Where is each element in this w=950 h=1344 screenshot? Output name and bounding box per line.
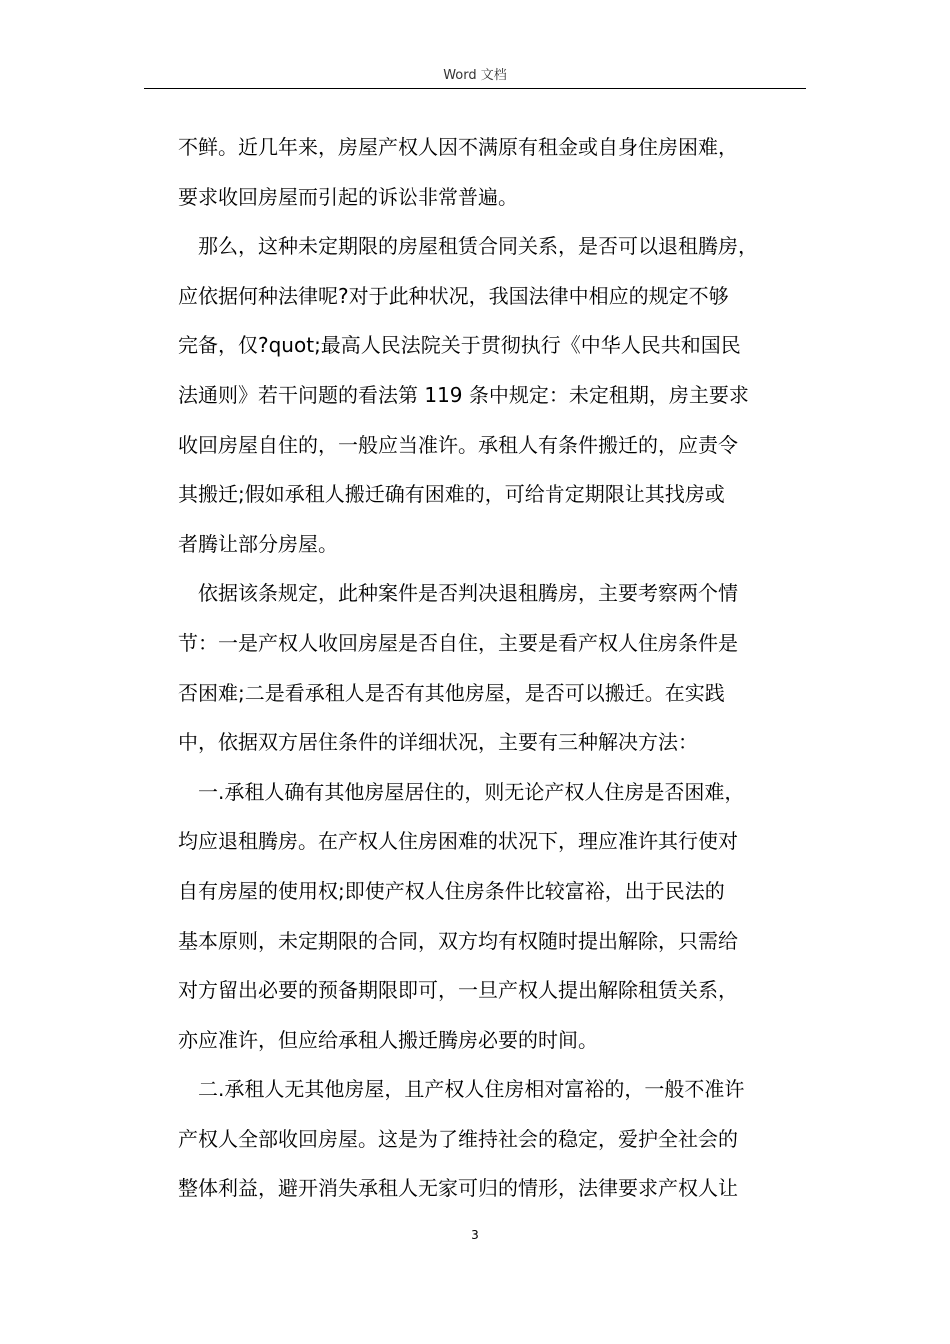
body-line: 亦应准许，但应给承租人搬迁腾房必要的时间。 xyxy=(178,1027,598,1052)
body-line: 整体利益，避开消失承租人无家可归的情形，法律要求产权人让 xyxy=(178,1176,738,1201)
body-text xyxy=(178,130,810,1221)
body-line: 法通则》若干问题的看法第 119 条中规定：未定租期，房主要求 xyxy=(178,382,749,407)
header-divider xyxy=(144,88,806,89)
body-line: 中，依据双方居住条件的详细状况，主要有三种解决方法： xyxy=(178,730,698,755)
body-line: 基本原则，未定期限的合同，双方均有权随时提出解除，只需给 xyxy=(178,928,738,953)
body-line: 否困难;二是看承租人是否有其他房屋，是否可以搬迁。在实践 xyxy=(178,680,725,705)
page-number: 3 xyxy=(471,1228,479,1242)
body-line: 节：一是产权人收回房屋是否自住，主要是看产权人住房条件是 xyxy=(178,630,738,655)
body-line: 者腾让部分房屋。 xyxy=(178,531,338,556)
body-line: 应依据何种法律呢?对于此种状况，我国法律中相应的规定不够 xyxy=(178,283,729,308)
body-line: 一.承租人确有其他房屋居住的，则无论产权人住房是否困难， xyxy=(178,779,745,804)
body-line: 二.承租人无其他房屋，且产权人住房相对富裕的，一般不准许 xyxy=(178,1077,745,1102)
body-line: 完备，仅?quot;最高人民法院关于贯彻执行《中华人民共和国民 xyxy=(178,333,741,358)
body-line: 产权人全部收回房屋。这是为了维持社会的稳定，爱护全社会的 xyxy=(178,1126,738,1151)
page-header: Word 文档 xyxy=(443,68,507,83)
body-line: 其搬迁;假如承租人搬迁确有困难的，可给肯定期限让其找房或 xyxy=(178,482,725,507)
body-line: 那么，这种未定期限的房屋租赁合同关系，是否可以退租腾房， xyxy=(178,234,758,259)
body-line: 依据该条规定，此种案件是否判决退租腾房，主要考察两个情 xyxy=(178,581,738,606)
body-line: 要求收回房屋而引起的诉讼非常普遍。 xyxy=(178,184,518,209)
body-line: 收回房屋自住的，一般应当准许。承租人有条件搬迁的，应责令 xyxy=(178,432,738,457)
body-line: 均应退租腾房。在产权人住房困难的状况下，理应准许其行使对 xyxy=(178,829,738,854)
body-line: 自有房屋的使用权;即使产权人住房条件比较富裕，出于民法的 xyxy=(178,878,725,903)
body-line: 不鲜。近几年来，房屋产权人因不满原有租金或自身住房困难， xyxy=(178,135,738,159)
body-line: 对方留出必要的预备期限即可，一旦产权人提出解除租赁关系， xyxy=(178,978,738,1003)
